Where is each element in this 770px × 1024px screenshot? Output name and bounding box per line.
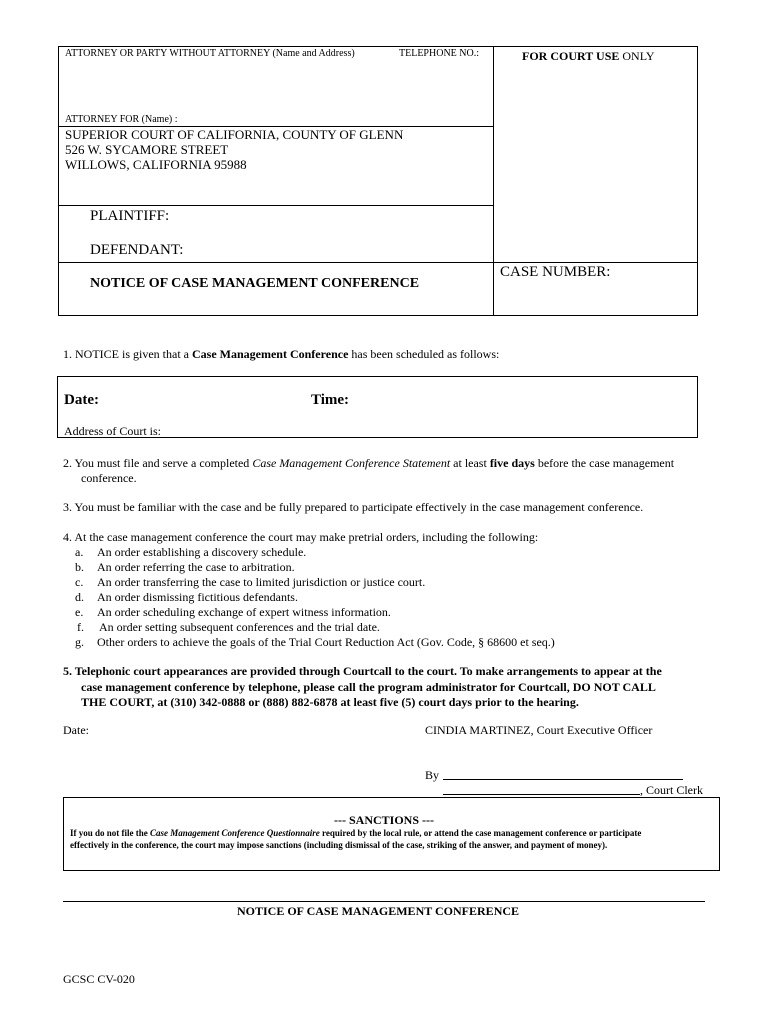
court-name: SUPERIOR COURT OF CALIFORNIA, COUNTY OF GLENN [65,127,404,142]
form-number: GCSC CV-020 [63,972,135,986]
list-item: f. An order setting subsequent conferences and the trial date. [77,620,380,634]
item-3-preparation: 3. You must be familiar with the case and be fully prepared to participate effectively in the case management conference. [63,500,644,514]
parties-top-rule [58,205,494,206]
list-item: d. An order dismissing fictitious defendants. [75,590,298,604]
item-1-notice: 1. NOTICE is given that a Case Management Conference has been scheduled as follows: [63,347,500,361]
attorney-for-label: ATTORNEY FOR (Name) : [65,114,178,125]
item-5-line-1: 5. Telephonic court appearances are provided through Courtcall to the court. To make arrangements to appear at the [63,664,662,678]
court-use-label [522,49,655,64]
footer-title: NOTICE OF CASE MANAGEMENT CONFERENCE [237,904,520,918]
item-5-line-3: THE COURT, at (310) 342-0888 or (888) 882-6878 at least five (5) court days prior to the hearing. [81,695,579,709]
list-item: e. An order scheduling exchange of expert witness information. [75,605,391,619]
telephone-label: TELEPHONE NO.: [399,48,479,59]
sanctions-text-line-1: If you do not file the Case Management Conference Questionnaire required by the local rule, or attend the case management conference or participate [70,828,642,838]
schedule-time-label: Time: [311,392,350,408]
case-number-label: CASE NUMBER: [500,264,611,280]
court-city: WILLOWS, CALIFORNIA 95988 [65,157,247,172]
list-item: a. An order establishing a discovery schedule. [75,545,307,559]
list-item: b. An order referring the case to arbitration. [75,560,295,574]
court-use-divider [493,46,494,316]
clerk-name-line[interactable] [443,794,640,795]
court-use-bold: FOR COURT USE [522,49,620,63]
court-address-label: Address of Court is: [64,424,161,438]
item-5-line-2: case management conference by telephone, please call the program administrator for Courtcall, DO NOT CALL [81,680,656,694]
plaintiff-label: PLAINTIFF: [90,208,170,224]
list-item: g. Other orders to achieve the goals of the Trial Court Reduction Act (Gov. Code, § 68600 et seq.) [75,635,555,649]
footer-rule [63,901,705,902]
signature-date-label: Date: [63,723,89,737]
sanctions-title: --- SANCTIONS --- [334,813,434,827]
court-clerk-label: , Court Clerk [640,783,703,797]
court-street: 526 W. SYCAMORE STREET [65,142,229,157]
sanctions-text-line-2: effectively in the conference, the court may impose sanctions (including dismissal of the case, striking of the answer, and payment of money). [70,840,608,850]
schedule-date-label: Date: [64,392,99,408]
list-item: c. An order transferring the case to limited jurisdiction or justice court. [75,575,426,589]
title-top-rule [58,262,698,263]
attorney-label: ATTORNEY OR PARTY WITHOUT ATTORNEY (Name and Address) [65,48,355,59]
item-4-intro: 4. At the case management conference the court may make pretrial orders, including the following: [63,530,539,544]
court-use-rest: ONLY [622,49,655,63]
form-title: NOTICE OF CASE MANAGEMENT CONFERENCE [90,276,420,291]
defendant-label: DEFENDANT: [90,242,184,258]
signature-line[interactable] [443,779,683,780]
item-2-statement: 2. You must file and serve a completed Case Management Conference Statement at least five days before the case management [63,456,675,470]
court-executive-officer: CINDIA MARTINEZ, Court Executive Officer [425,723,653,737]
item-2-line-2: conference. [81,471,137,485]
signature-by-label: By [425,768,440,782]
